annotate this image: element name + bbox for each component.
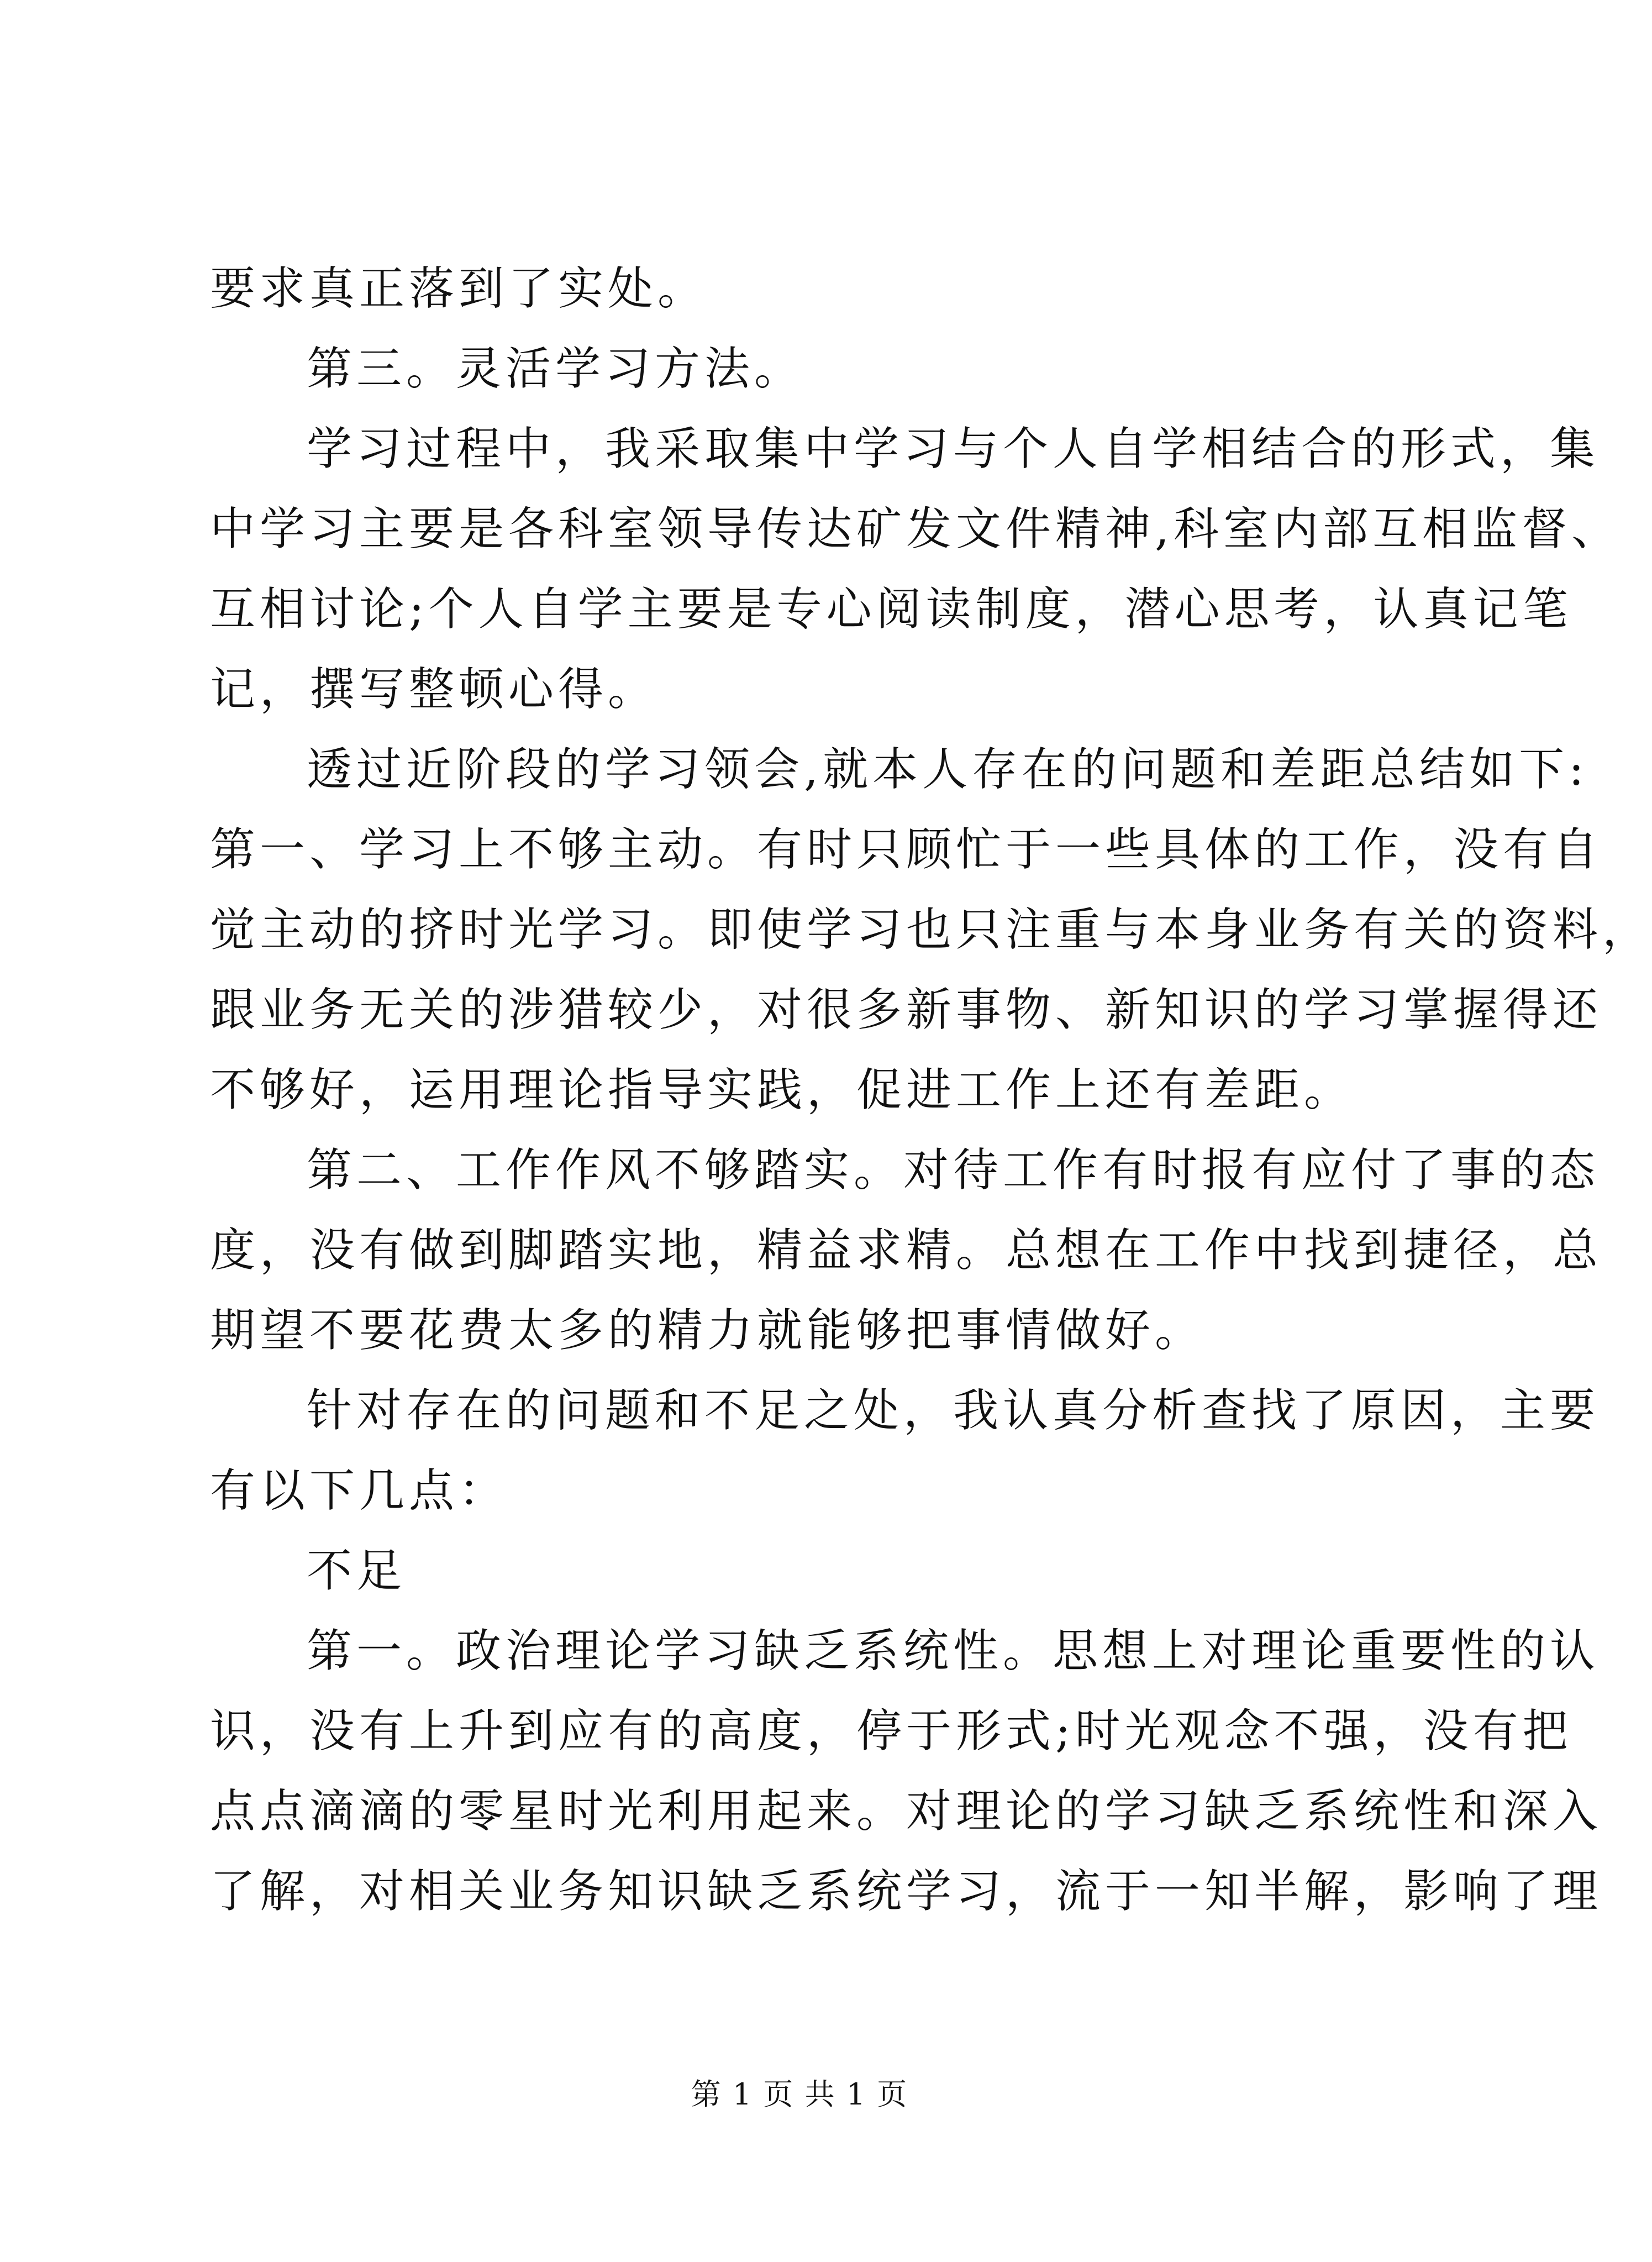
text-line: 点点滴滴的零星时光利用起来。对理论的学习缺乏系统性和深入	[210, 1785, 1603, 1838]
text-line: 不足	[307, 1545, 407, 1597]
text-line: 度，没有做到脚踏实地，精益求精。总想在工作中找到捷径，总	[210, 1224, 1603, 1277]
text-line: 针对存在的问题和不足之处，我认真分析查找了原因，主要	[307, 1384, 1600, 1437]
text-line: 期望不要花费太多的精力就能够把事情做好。	[210, 1304, 1205, 1357]
text-line: 记，撰写整顿心得。	[210, 663, 658, 716]
text-line: 第三。灵活学习方法。	[307, 343, 804, 395]
text-line: 跟业务无关的涉猎较少，对很多新事物、新知识的学习掌握得还	[210, 984, 1603, 1036]
page-number-footer: 第 1 页 共 1 页	[691, 2077, 908, 2112]
text-line: 识，没有上升到应有的高度，停于形式;时光观念不强，没有把	[210, 1705, 1572, 1757]
text-line: 要求真正落到了实处。	[210, 263, 708, 315]
text-line: 第二、工作作风不够踏实。对待工作有时报有应付了事的态	[307, 1144, 1600, 1196]
text-line: 不够好，运用理论指导实践，促进工作上还有差距。	[210, 1064, 1354, 1116]
text-line: 中学习主要是各科室领导传达矿发文件精神,科室内部互相监督、	[210, 503, 1622, 555]
text-line: 学习过程中，我采取集中学习与个人自学相结合的形式，集	[307, 423, 1600, 475]
text-line: 第一。政治理论学习缺乏系统性。思想上对理论重要性的认	[307, 1625, 1600, 1677]
text-line: 了解，对相关业务知识缺乏系统学习，流于一知半解，影响了理	[210, 1865, 1603, 1918]
text-line: 觉主动的挤时光学习。即使学习也只注重与本身业务有关的资料，	[210, 904, 1652, 956]
text-line: 互相讨论;个人自学主要是专心阅读制度，潜心思考，认真记笔	[210, 583, 1572, 636]
text-line: 第一、学习上不够主动。有时只顾忙于一些具体的工作，没有自	[210, 823, 1603, 876]
text-line: 有以下几点：	[210, 1465, 509, 1517]
document-body	[210, 249, 1652, 1932]
text-line: 透过近阶段的学习领会,就本人存在的问题和差距总结如下:	[307, 743, 1588, 796]
